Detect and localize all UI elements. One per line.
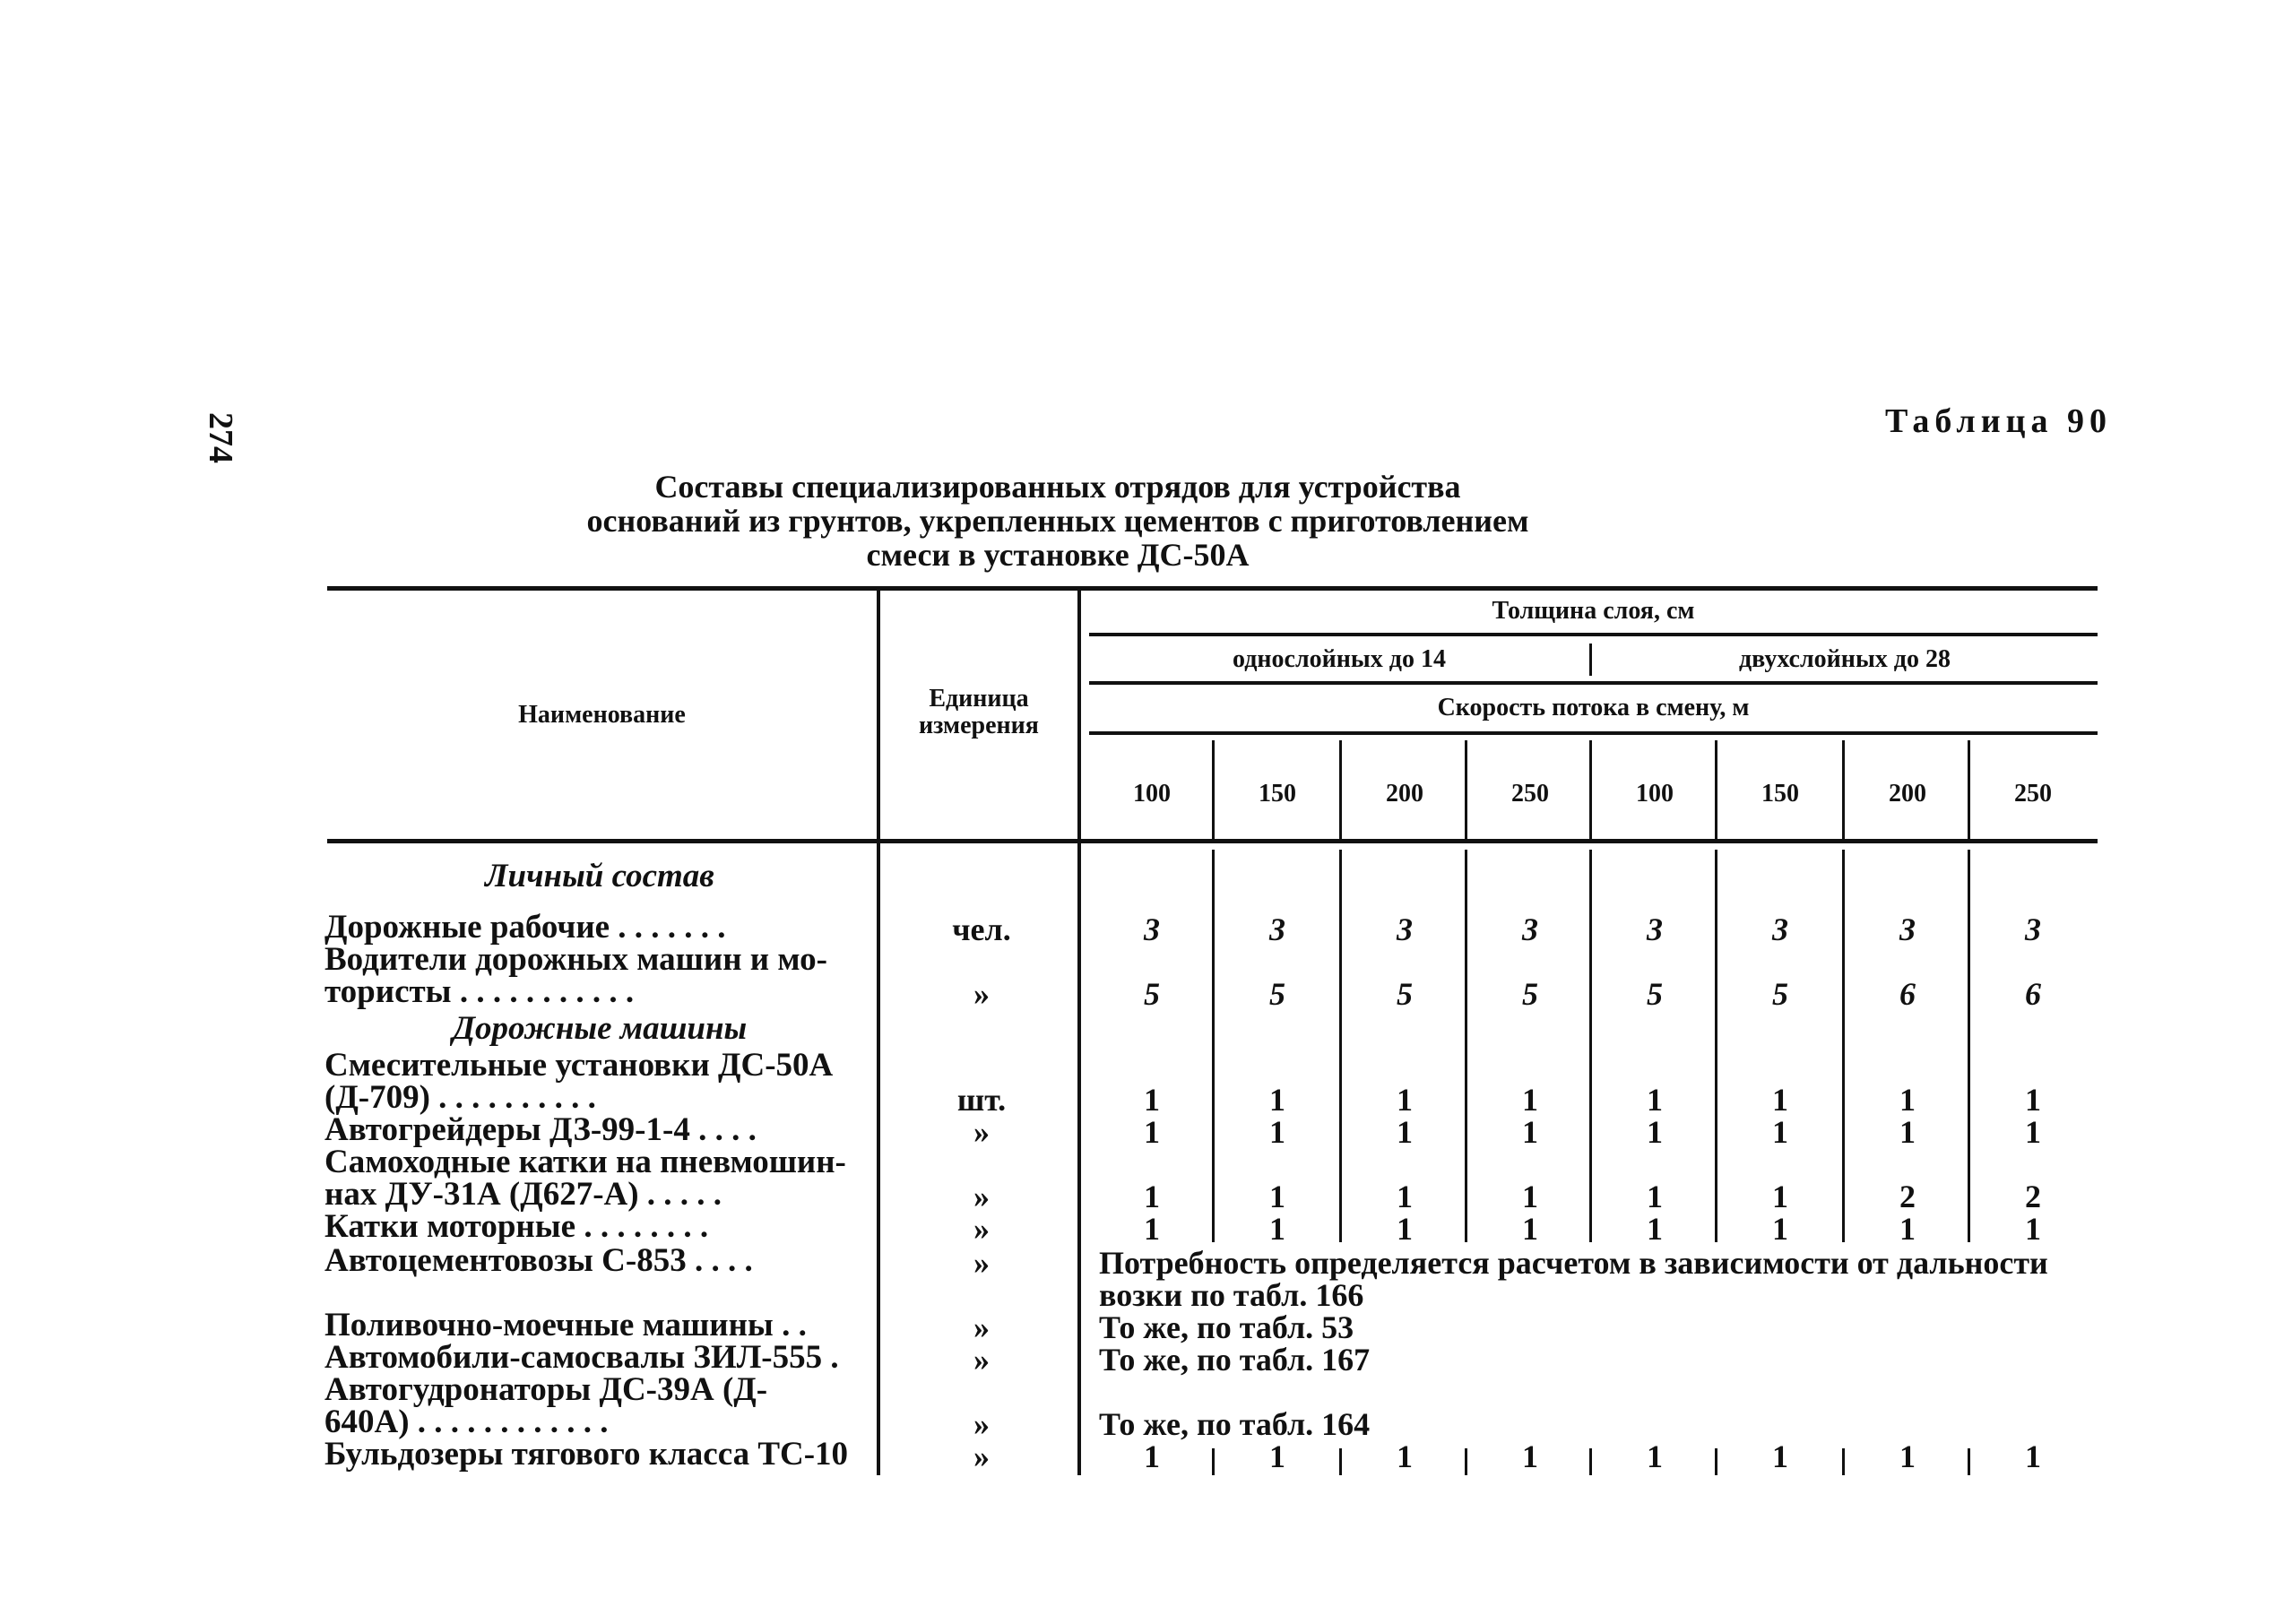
speed-divider-6	[1842, 740, 1845, 839]
cell-r5-col2: 1	[1269, 1179, 1285, 1214]
cell-r3-col6: 1	[1772, 1082, 1788, 1118]
cell-r6-col2: 1	[1269, 1211, 1285, 1247]
cell-r4-col5: 1	[1647, 1114, 1663, 1150]
cell-r1-col4: 3	[1522, 911, 1538, 947]
cell-r4-col3: 1	[1397, 1114, 1413, 1150]
unit-mixers: шт.	[956, 1082, 1007, 1118]
unit-cement-trucks: »	[973, 1245, 990, 1281]
cell-r3-col4: 1	[1522, 1082, 1538, 1118]
row-name-bulldozers: Бульдозеры тягового класса ТС-10	[324, 1436, 849, 1473]
cell-r6-col3: 1	[1397, 1211, 1413, 1247]
unit-asphalt-distributors: »	[973, 1406, 990, 1442]
row-name-mixers-1: Смесительные установки ДС-50А	[324, 1047, 834, 1084]
table-title	[323, 470, 1793, 572]
speed-divider-2	[1339, 740, 1342, 839]
cell-r3-col1: 1	[1144, 1082, 1160, 1118]
speed-header-7: 200	[1889, 780, 1926, 808]
header-name: Наименование	[518, 701, 686, 729]
cell-r3-col5: 1	[1647, 1082, 1663, 1118]
header-unit-line2: измерения	[919, 712, 1039, 739]
cell-r1-col3: 3	[1397, 911, 1413, 947]
speed-header-3: 200	[1386, 780, 1423, 808]
cell-r3-col8: 1	[2025, 1082, 2041, 1118]
speed-rule	[1089, 731, 2098, 735]
row-name-watering-machines: Поливочно-моечные машины . .	[324, 1307, 807, 1343]
row-name-dump-trucks: Автомобили-самосвалы ЗИЛ-555 .	[324, 1339, 839, 1376]
cell-r5-col4: 1	[1522, 1179, 1538, 1214]
speed-header-8: 250	[2014, 780, 2052, 808]
cell-r5-col1: 1	[1144, 1179, 1160, 1214]
page-number: 274	[202, 412, 239, 463]
row-name-asphalt-distributors-1: Автогудронаторы ДС-39А (Д-	[324, 1371, 768, 1408]
row-name-rollers-pneumatic-1: Самоходные катки на пневмошин-	[324, 1144, 846, 1180]
table-label: Таблица 90	[1884, 402, 2112, 440]
cell-r11-col5: 1	[1647, 1438, 1663, 1474]
header-bottom-rule	[327, 839, 2098, 843]
speed-divider-1	[1212, 740, 1215, 839]
cell-r2-col2: 5	[1269, 976, 1285, 1012]
cell-r5-col3: 1	[1397, 1179, 1413, 1214]
cell-r11-col4: 1	[1522, 1438, 1538, 1474]
cell-r4-col6: 1	[1772, 1114, 1788, 1150]
unit-graders: »	[973, 1114, 990, 1150]
title-line-1: Составы специализированных отрядов для устройства	[654, 469, 1461, 505]
row-name-road-workers: Дорожные рабочие . . . . . . .	[324, 909, 726, 946]
row-name-asphalt-distributors-2: 640А) . . . . . . . . . . . .	[324, 1404, 609, 1440]
cell-r1-col6: 3	[1772, 911, 1788, 947]
unit-rollers-pneumatic: »	[973, 1179, 990, 1214]
note-asphalt-distributors: То же, по табл. 164	[1099, 1406, 1371, 1442]
header-thickness: Толщина слоя, см	[1492, 597, 1695, 625]
header-single-layer: однослойных до 14	[1233, 645, 1446, 673]
cell-r1-col1: 3	[1144, 911, 1160, 947]
cell-r3-col2: 1	[1269, 1082, 1285, 1118]
speed-divider-7	[1968, 740, 1970, 839]
cell-r6-col4: 1	[1522, 1211, 1538, 1247]
section-personnel: Личный состав	[485, 858, 714, 894]
cell-r1-col2: 3	[1269, 911, 1285, 947]
unit-motor-rollers: »	[973, 1211, 990, 1247]
cell-r1-col8: 3	[2025, 911, 2041, 947]
cell-r11-col6: 1	[1772, 1438, 1788, 1474]
header-unit-line1: Единица	[929, 685, 1029, 713]
unit-bulldozers: »	[973, 1438, 990, 1474]
cell-r4-col1: 1	[1144, 1114, 1160, 1150]
unit-drivers: »	[973, 976, 990, 1012]
row-name-drivers-2: тористы . . . . . . . . . . .	[324, 973, 635, 1010]
cell-r2-col6: 5	[1772, 976, 1788, 1012]
note-cement-trucks-2: возки по табл. 166	[1099, 1277, 1364, 1313]
table-top-rule	[327, 586, 2098, 591]
cell-r11-col2: 1	[1269, 1438, 1285, 1474]
row-name-motor-rollers: Катки моторные . . . . . . . .	[324, 1208, 709, 1245]
cell-r4-col2: 1	[1269, 1114, 1285, 1150]
cell-r1-col5: 3	[1647, 911, 1663, 947]
cell-r3-col7: 1	[1899, 1082, 1916, 1118]
cell-r2-col3: 5	[1397, 976, 1413, 1012]
note-watering-machines: То же, по табл. 53	[1099, 1309, 1354, 1345]
title-line-2: оснований из грунтов, укрепленных цементов с приготовлением	[586, 503, 1529, 539]
row-name-graders: Автогрейдеры ДЗ-99-1-4 . . . .	[324, 1111, 757, 1148]
cell-r5-col7: 2	[1899, 1179, 1916, 1214]
cell-r1-col7: 3	[1899, 911, 1916, 947]
cell-r2-col8: 6	[2025, 976, 2041, 1012]
speed-header-5: 100	[1636, 780, 1674, 808]
layer-rule	[1089, 681, 2098, 685]
speed-divider-5	[1715, 740, 1717, 839]
thickness-rule	[1089, 633, 2098, 636]
section-machines: Дорожные машины	[452, 1010, 748, 1047]
cell-r2-col4: 5	[1522, 976, 1538, 1012]
cell-r11-col8: 1	[2025, 1438, 2041, 1474]
cell-r6-col8: 1	[2025, 1211, 2041, 1247]
row-name-rollers-pneumatic-2: нах ДУ-31А (Д627-А) . . . . .	[324, 1176, 722, 1213]
cell-r5-col6: 1	[1772, 1179, 1788, 1214]
cell-r5-col8: 2	[2025, 1179, 2041, 1214]
header-speed: Скорость потока в смену, м	[1437, 694, 1750, 721]
cell-r2-col1: 5	[1144, 976, 1160, 1012]
cell-r11-col3: 1	[1397, 1438, 1413, 1474]
cell-r4-col4: 1	[1522, 1114, 1538, 1150]
speed-header-1: 100	[1133, 780, 1171, 808]
cell-r3-col3: 1	[1397, 1082, 1413, 1118]
unit-road-workers: чел.	[952, 911, 1011, 947]
speed-header-2: 150	[1259, 780, 1296, 808]
header-double-layer: двухслойных до 28	[1739, 645, 1951, 673]
speed-header-6: 150	[1761, 780, 1799, 808]
note-cement-trucks-1: Потребность определяется расчетом в зависимости от дальности	[1099, 1245, 2048, 1281]
cell-r11-col7: 1	[1899, 1438, 1916, 1474]
cell-r4-col8: 1	[2025, 1114, 2041, 1150]
note-dump-trucks: То же, по табл. 167	[1099, 1342, 1371, 1378]
speed-header-4: 250	[1511, 780, 1549, 808]
unit-dump-trucks: »	[973, 1342, 990, 1378]
cell-r6-col7: 1	[1899, 1211, 1916, 1247]
cell-r2-col5: 5	[1647, 976, 1663, 1012]
cell-r6-col5: 1	[1647, 1211, 1663, 1247]
title-line-3: смеси в установке ДС-50А	[866, 537, 1250, 573]
cell-r5-col5: 1	[1647, 1179, 1663, 1214]
cell-r4-col7: 1	[1899, 1114, 1916, 1150]
cell-r2-col7: 6	[1899, 976, 1916, 1012]
speed-divider-3	[1465, 740, 1467, 839]
cell-r6-col1: 1	[1144, 1211, 1160, 1247]
speed-divider-4	[1589, 740, 1592, 839]
row-name-mixers-2: (Д-709) . . . . . . . . . .	[324, 1079, 596, 1116]
row-name-cement-trucks: Автоцементовозы С-853 . . . .	[324, 1242, 753, 1279]
cell-r11-col1: 1	[1144, 1438, 1160, 1474]
cell-r6-col6: 1	[1772, 1211, 1788, 1247]
row-name-drivers-1: Водители дорожных машин и мо-	[324, 941, 827, 978]
unit-watering-machines: »	[973, 1309, 990, 1345]
